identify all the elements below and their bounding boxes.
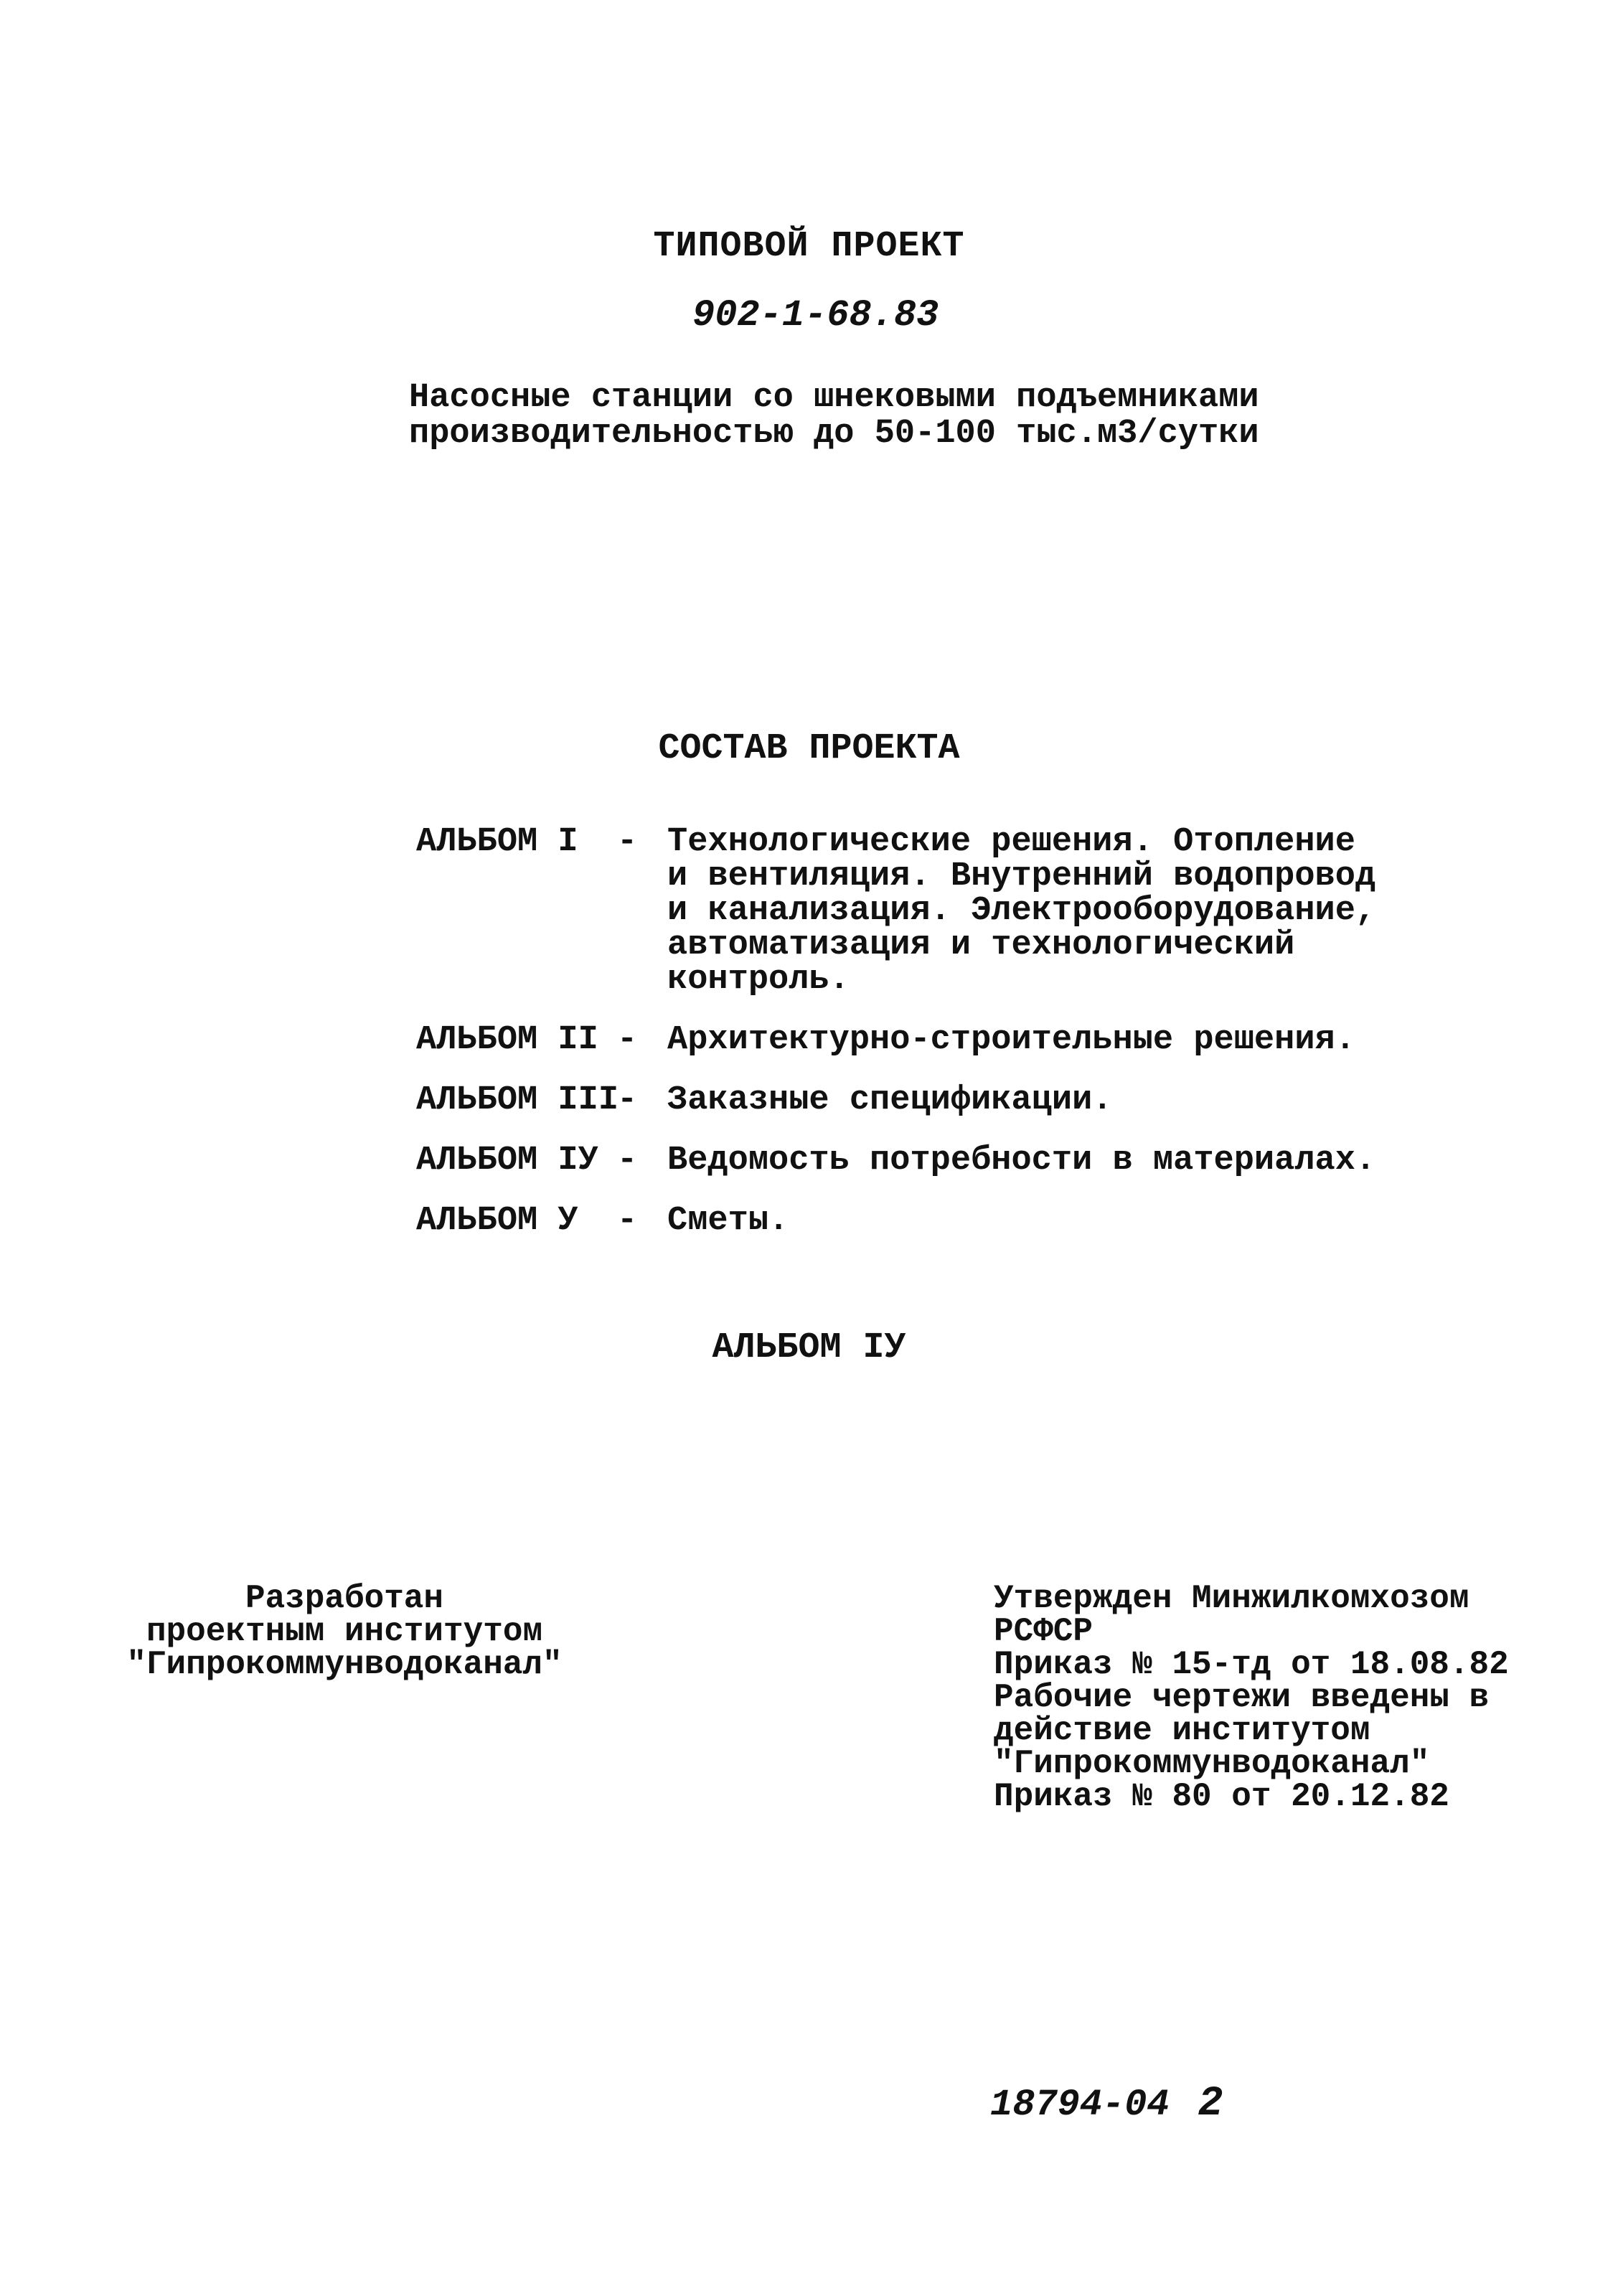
developer-block: Разработан проектным институтом "Гипрокоммунводоканал" bbox=[126, 1580, 563, 1683]
album-code: АЛЬБОМ II bbox=[416, 1021, 598, 1059]
contents-heading: СОСТАВ ПРОЕКТА bbox=[658, 728, 960, 769]
album-row bbox=[416, 1204, 1435, 1238]
sheet-number: 2 bbox=[1198, 2081, 1223, 2127]
album-description: Заказные спецификации. bbox=[667, 1081, 1113, 1119]
album-dash: - bbox=[617, 1081, 638, 1119]
album-list bbox=[416, 825, 1435, 1264]
album-dash: - bbox=[617, 1021, 638, 1059]
album-code: АЛЬБОМ У bbox=[416, 1202, 578, 1240]
document-title-line-1: Насосные станции со шнековыми подъемниками bbox=[409, 379, 1259, 417]
album-description: Ведомость потребности в материалах. bbox=[667, 1142, 1376, 1180]
current-album-label: АЛЬБОМ IУ bbox=[712, 1327, 906, 1368]
document-type: ТИПОВОЙ ПРОЕКТ bbox=[653, 226, 965, 267]
album-code: АЛЬБОМ I bbox=[416, 823, 578, 861]
approval-block: Утвержден Минжилкомхозом РСФСР Приказ № 15-тд от 18.08.82 Рабочие чертежи введены в действие институтом "Гипрокоммунводоканал" Приказ № 80 от 20.12.82 bbox=[994, 1580, 1509, 1815]
album-dash: - bbox=[617, 1142, 638, 1180]
album-description: Сметы. bbox=[667, 1202, 789, 1240]
inventory-number: 18794-04 bbox=[990, 2084, 1170, 2126]
album-dash: - bbox=[617, 823, 638, 861]
album-description: Технологические решения. Отопление и вентиляция. Внутренний водопровод и канализация. Электрооборудование, автоматизация и технологический контроль. bbox=[667, 823, 1376, 999]
document-title-line-2: производительностью до 50-100 тыс.м3/сутки bbox=[409, 415, 1259, 453]
album-row bbox=[416, 1083, 1435, 1118]
album-row bbox=[416, 1023, 1435, 1058]
album-row bbox=[416, 825, 1435, 997]
document-number: 902-1-68.83 bbox=[692, 294, 939, 337]
album-code: АЛЬБОМ IУ bbox=[416, 1142, 598, 1180]
inventory-stamp bbox=[990, 2081, 1223, 2127]
album-code: АЛЬБОМ III bbox=[416, 1081, 619, 1119]
document-title bbox=[409, 380, 1259, 452]
album-description: Архитектурно-строительные решения. bbox=[667, 1021, 1355, 1059]
album-dash: - bbox=[617, 1202, 638, 1240]
album-row bbox=[416, 1144, 1435, 1178]
